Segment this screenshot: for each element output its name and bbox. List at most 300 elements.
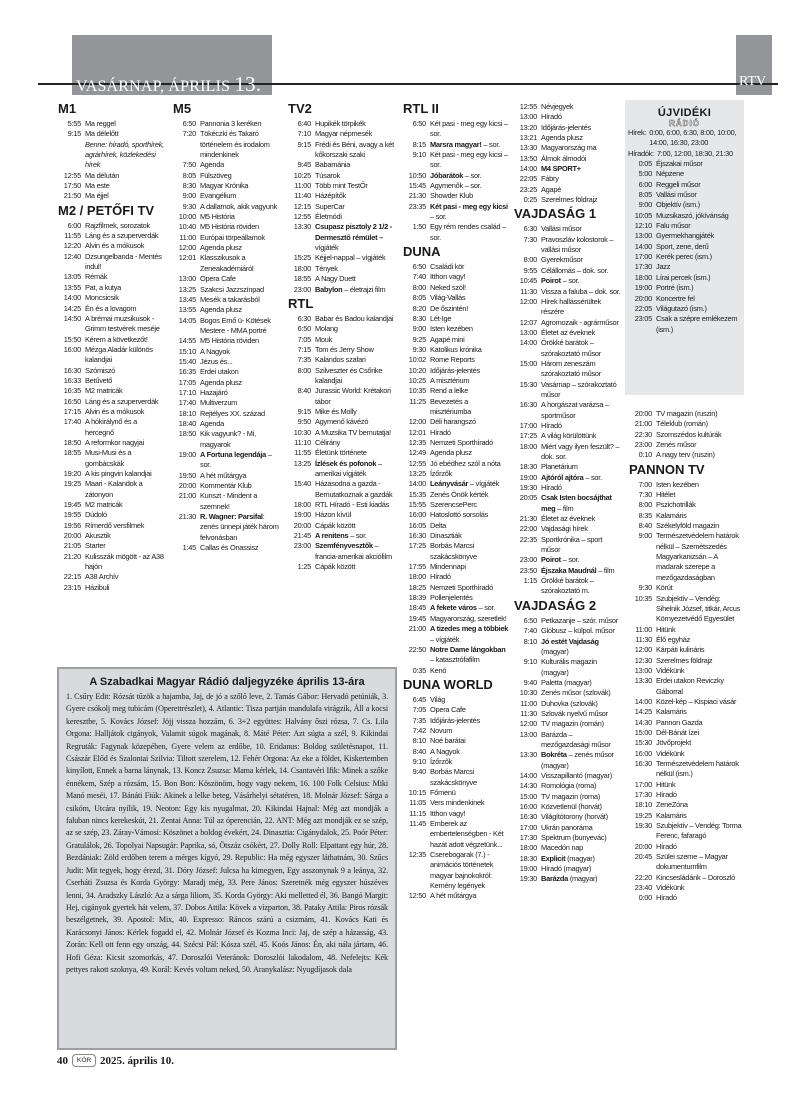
program-time: 15:40 — [293, 479, 311, 489]
program-name: Gyerekműsor — [541, 255, 583, 265]
program-time: 12:00 — [634, 645, 652, 655]
program-name: Házasodna a gazda - Bemutatkoznak a gazdák — [315, 479, 393, 499]
program-time: 10:35 — [408, 386, 426, 396]
program-name: Agenda plusz — [200, 243, 242, 253]
program-name: Híradó — [430, 427, 451, 437]
channel-list-m2 — [57, 221, 167, 593]
program-item — [172, 222, 284, 232]
program-title — [85, 479, 167, 500]
program-item — [402, 140, 510, 150]
program-time: 13:25 — [408, 469, 426, 478]
program-name: Babar és Badou kalandjai — [315, 313, 394, 323]
program-name: Én és a lovagom — [85, 303, 137, 313]
program-name: Notre Dame lángokban — [430, 644, 506, 654]
program-title — [315, 386, 399, 407]
program-time: 14:05 — [178, 315, 196, 325]
program-item — [402, 150, 510, 171]
program-name: Pszichotrillák — [656, 500, 696, 510]
program-name: Itthon vagy! — [430, 272, 466, 282]
program-time: 5:55 — [67, 119, 81, 128]
program-time: 23:00 — [519, 555, 537, 565]
program-name: Kalandos szafari — [315, 355, 366, 365]
program-time: 17:25 — [519, 431, 537, 441]
program-name: Borbás Marcsi szakácskönyve — [430, 767, 477, 787]
program-name: M4 SPORT+ — [541, 164, 581, 174]
program-name: Agymenő kávézó — [315, 417, 369, 427]
program-name: Pannon Gazda — [656, 717, 703, 727]
program-time: 8:40 — [412, 746, 426, 756]
program-item — [628, 231, 741, 241]
program-item — [628, 200, 741, 210]
program-item — [287, 253, 399, 263]
radio-song-list-text: 1. Csűry Edit: Rózsát tűzök a hajamba, Jaj, de jó a szőlő leve, 2. Tamás Gábor: Hervadó petúniák, 3. Gyere csókolj meg tubicám (Operettrészlet), 4. Atlantic: Tisza partján mandulafa virágzik, Áll a kocsi keresztbe, 5. Kovács József: Jöjj vissza hozzám, 6. 3+2 együttes: Halvány őszi rózsa, 7. Cs. Lila Orgona: Halljátok cigányok, Valamit súgok magának, 8. Máté Péter: Azt súgta a szél, 9. Kikindai Regruták: Fagynak közepében, Gyere velem az erdőbe, 10. Eridanus: Boldog születésnapot, 11. Császár Előd és Szalontai Szilvia: Tiltott szerelem, 12. Fehér Orgona: Az eke a földet, Kiskertemben kinyílott, Ennek a barna lánynak, 13. Koncz Zsuzsa: Mama kérlek, 14. Csantavéri Ifik: Minek a szőke énnékem, Szép a rózsám, 15. Bon Bon: Köszönöm, hogy vagy nekem, 16. 100 Folk Celsius: Miki Manó meséi, 17. Bánáti Fiúk: Akinek a lelke beteg, Vásárhelyi sétatéren, 18. Molnár József: Sárga a csikóm, Utcára nyílik, 19. Neoton: Egy kis nyugalmat, 20. Kikindai Hajnal: Még azt mondják a faluban nincs kerekeskút, 21. Zentai Anna: Túl az óperencián, 22. ANT: Még azt mondják ez se szép, az se szép, 23. Záray-Vámosi: Köszönet a boldog évekért, 24. Dinasztia: Cigánydalok, 25. Poór Péter: Gratulálok, 26. Topolyai Napsugár: Paprika, só, Ötszáz csókért, 27. Dolly Roll: Elpattant egy húr, 28. Bezdániak: Zöld erdőben terem a mérges kígyó, 29. Republic: Ha még egyszer láthatnám, 30. Szűcs Judit: Mit tegyek, hogy érezd, 31. Dóry József: Julcsa ha kimegyen, Egy asszonynak 9 a leánya, 32. Cserháti Zsuzsa és Korda György: Maradj még, 33. Pere János: Szeretnék még egyszer húszéves lenni, 34. Aradszky László: Az a sárga liliom, 35. Korda György: Aki melletted él, 36. Bangó Margit: Hej, cigányok gyertek hát velem, 37. Dobos Attila: Kövek a vízparton, 38. Pataky Attila: Piros rózsák beszélgetnek, 39. Apostol: Mix, 40. Expresso: Ráncos szárú a csizmám, 41. Kovács Kati és Karácsonyi János: Kérlek fogadd el, 42. Molnár József és Kozma Inci: Jaj, de szép a házasság, 43. Zorán: Kell ott fenn egy ország, 44. Szécsi Pál: Kósza szél, 45. Koós János: Én, aki nála jártam, 46. Hofi Géza: Kicsit szomorkás, 47. Doroszlói Veteránok: Doroszlói lakodalom, 48. Nefelejts: Kék pettyes rakott szoknya, 49. Korál: Kevés voltam neked, 50. Aranykalász: Nyugdíjasok dala — [66, 692, 388, 974]
program-name: Ízőrzők — [430, 469, 453, 478]
program-item — [402, 479, 510, 489]
program-title — [430, 448, 510, 458]
program-title — [85, 304, 167, 314]
program-title — [315, 541, 399, 562]
program-title — [85, 119, 167, 129]
program-title — [200, 160, 284, 170]
program-title — [200, 429, 284, 450]
program-item — [287, 541, 399, 562]
program-item — [513, 771, 621, 781]
program-item — [287, 171, 399, 181]
program-title — [541, 276, 621, 286]
program-title — [541, 421, 621, 431]
program-time: 22:00 — [519, 524, 537, 534]
program-name: Kincsesládánk – Doroszló — [656, 872, 736, 882]
program-title — [430, 562, 510, 572]
program-name: Kéjjel-nappal – vígjáték — [315, 253, 386, 263]
program-name: Rome Reports — [430, 355, 475, 365]
program-time: 22:50 — [408, 644, 426, 654]
program-item — [172, 378, 284, 388]
program-name: Ukrán panoráma — [541, 822, 593, 832]
program-name: Gyermekhangjáték — [656, 231, 715, 241]
program-title — [656, 262, 741, 272]
program-title — [541, 750, 621, 771]
program-item — [172, 491, 284, 512]
program-item — [402, 583, 510, 593]
program-item — [402, 293, 510, 303]
program-name: Szülei szerne – Magyar dokumentumfilm — [656, 852, 728, 872]
program-name: ZeneZóna — [656, 800, 688, 810]
program-name: Magyarország, szeretlek! — [430, 613, 507, 623]
program-time: 12:30 — [634, 655, 652, 665]
program-item — [287, 521, 399, 531]
program-time: 14:00 — [634, 696, 652, 706]
program-title — [541, 287, 621, 297]
program-title — [315, 324, 399, 334]
program-title — [200, 388, 284, 398]
program-title — [430, 469, 510, 479]
program-time: 16:00 — [519, 802, 537, 811]
program-time: 14:00 — [63, 293, 81, 303]
program-suffix: – sor. — [430, 212, 447, 222]
program-name: R. Wagner: Parsifal — [200, 512, 263, 522]
program-item — [172, 212, 284, 222]
program-title — [541, 473, 621, 483]
program-name: Szerelmes földrajz — [656, 655, 713, 665]
program-item — [172, 305, 284, 315]
program-item — [402, 726, 510, 736]
program-item — [628, 842, 743, 852]
program-time: 6:45 — [412, 694, 426, 704]
program-item — [628, 521, 743, 531]
program-name: Nemzeti Sporthíradó — [430, 437, 494, 447]
program-title — [541, 576, 621, 597]
program-time: 7:30 — [638, 490, 652, 500]
program-time: 6:50 — [523, 615, 537, 625]
program-item — [513, 626, 621, 636]
program-name: Portré (ism.) — [656, 283, 694, 293]
program-time: 23:35 — [408, 201, 426, 211]
program-item — [628, 283, 741, 293]
program-name: Ízőrzők — [430, 756, 453, 766]
program-name: Magyar Krónika — [200, 181, 249, 191]
channel-list-m4 — [513, 102, 621, 205]
program-item — [287, 562, 399, 572]
program-title — [656, 273, 741, 283]
program-time: 21:20 — [63, 551, 81, 561]
program-title — [315, 459, 399, 480]
program-name: Névjegyek — [541, 102, 574, 111]
program-suffix: – film — [596, 565, 615, 575]
program-name: Isten kezében — [656, 479, 699, 489]
program-time: 9:10 — [412, 150, 426, 160]
program-time: 19:25 — [63, 479, 81, 489]
program-item — [402, 562, 510, 572]
program-item — [402, 191, 510, 201]
page-title-daynum: 13. — [234, 72, 262, 96]
program-name: Agymenők – sor. — [430, 181, 482, 191]
program-title — [656, 749, 743, 759]
program-time: 18:25 — [408, 582, 426, 592]
program-item — [172, 191, 284, 201]
program-name: Babylon — [315, 284, 343, 294]
program-title — [656, 718, 743, 728]
program-item — [628, 790, 743, 800]
program-title — [541, 359, 621, 380]
program-name: Kalamáris — [656, 510, 687, 520]
program-item — [402, 645, 510, 666]
program-item — [513, 421, 621, 431]
program-time: 13:21 — [519, 133, 537, 143]
program-time: 15:55 — [408, 500, 426, 510]
program-title — [656, 314, 741, 335]
program-item — [57, 448, 167, 469]
program-title — [430, 335, 510, 345]
channel-list-duna — [402, 262, 510, 676]
program-name: Barázda — [541, 874, 569, 884]
program-item — [57, 191, 167, 201]
program-item — [57, 221, 167, 231]
program-title — [541, 431, 621, 441]
program-name: Jó ebédhez szól a nóta — [430, 458, 501, 468]
program-item — [513, 864, 621, 874]
program-title — [315, 264, 399, 274]
program-title — [315, 438, 399, 448]
program-title — [200, 347, 284, 357]
program-time: 6:50 — [412, 119, 426, 128]
program-title — [85, 231, 167, 241]
program-item — [628, 409, 743, 419]
program-title — [315, 521, 399, 531]
program-name: Természetvédelem határok nélkül – Szemétszedés Magyarkanizsán – A madarak szerepe a mezőgazdaságban — [656, 531, 739, 582]
program-title — [315, 160, 399, 170]
program-name: A reformkor nagyjai — [85, 437, 144, 447]
program-time: 13:30 — [519, 143, 537, 153]
program-time: 15:30 — [519, 379, 537, 389]
program-time: 10:25 — [408, 375, 426, 385]
program-title — [656, 811, 743, 821]
program-title — [200, 419, 284, 429]
program-item — [513, 637, 621, 658]
program-time: 9:40 — [412, 767, 426, 777]
program-title — [430, 593, 510, 603]
program-item — [57, 231, 167, 241]
program-title — [656, 480, 743, 490]
program-time: 9:00 — [638, 200, 652, 210]
program-title — [315, 531, 399, 541]
program-time: 8:00 — [523, 255, 537, 265]
program-item — [402, 603, 510, 613]
program-time: 8:00 — [638, 500, 652, 510]
program-name: Szomszédos kultúrák — [656, 429, 722, 439]
program-time: 8:40 — [638, 521, 652, 531]
program-item — [287, 222, 399, 253]
program-name: Frédi és Béni, avagy a két kőkorszaki szaki — [315, 139, 394, 160]
program-name: Jóbarátok — [430, 170, 464, 180]
program-name: Explicit — [541, 853, 566, 863]
program-time: 19:50 — [178, 470, 196, 480]
program-name: Kenó — [430, 665, 447, 675]
program-name: Időjárás-jelentés — [430, 365, 480, 375]
program-name: Hitünk — [656, 779, 676, 789]
program-time: 19:00 — [178, 450, 196, 459]
program-name: Híradó — [656, 790, 677, 800]
program-title — [430, 202, 510, 223]
program-item — [287, 428, 399, 438]
program-title — [200, 357, 284, 367]
program-title — [430, 397, 510, 418]
program-title — [541, 730, 621, 751]
program-title — [656, 656, 743, 666]
program-title — [85, 583, 167, 593]
program-title — [85, 129, 167, 139]
program-name: Híradó (magyar) — [541, 864, 592, 874]
program-item — [402, 355, 510, 365]
program-name: Jó estét Vajdaság — [541, 636, 599, 646]
program-item — [513, 235, 621, 256]
program-name: Paletta (magyar) — [541, 677, 592, 687]
program-name: Szubjektív – Vendég: Torma Ferenc, fafaragó — [656, 821, 742, 841]
program-time: 8:40 — [297, 386, 311, 396]
program-item — [402, 695, 510, 705]
program-item — [402, 788, 510, 798]
program-time: 23:15 — [63, 582, 81, 592]
program-time: 23:25 — [519, 184, 537, 194]
radio-hirado-times: Híradók: 7:00, 12:00, 18:30, 21:30 — [628, 148, 733, 158]
program-item — [628, 583, 743, 593]
program-time: 23:50 — [519, 565, 537, 575]
channel-list-m5 — [172, 119, 284, 553]
program-time: 11:30 — [635, 634, 652, 644]
program-title — [541, 514, 621, 524]
program-name: Szilveszter és Csőrike kalandjai — [315, 365, 383, 385]
program-name: Mesék a takarásból — [200, 294, 260, 304]
program-item — [402, 798, 510, 808]
program-item — [628, 759, 743, 780]
program-item — [402, 386, 510, 396]
program-item — [57, 407, 167, 417]
program-item — [287, 438, 399, 448]
channel-list-m1 — [57, 119, 167, 202]
program-title — [315, 222, 399, 253]
program-name: Macedón nap — [541, 843, 584, 853]
program-title — [430, 572, 510, 582]
program-title — [656, 221, 741, 231]
program-item — [513, 493, 621, 514]
program-item — [513, 719, 621, 729]
program-name: Szómiszó — [85, 365, 116, 375]
program-title — [656, 521, 743, 531]
program-item — [628, 273, 741, 283]
program-item — [402, 345, 510, 355]
program-name: Muzsikaszó, jókívánság — [656, 210, 729, 220]
program-item — [57, 119, 167, 129]
program-name: Több mint TestŐr — [315, 181, 368, 191]
program-item — [57, 314, 167, 335]
program-time: 16:50 — [63, 396, 81, 406]
program-time: 16:30 — [63, 365, 81, 375]
program-title — [430, 614, 510, 624]
program-time: 17:30 — [634, 790, 652, 800]
program-title — [315, 314, 399, 324]
program-time: 15:35 — [408, 489, 426, 499]
program-item — [628, 800, 743, 810]
program-time: 20:00 — [63, 531, 81, 541]
program-item — [513, 112, 621, 122]
program-title — [656, 511, 743, 521]
program-name: Bevezetés a misztériumba — [430, 396, 471, 416]
program-item — [287, 510, 399, 520]
program-time: 8:35 — [638, 510, 652, 520]
program-item — [628, 252, 741, 262]
program-item — [513, 266, 621, 276]
program-suffix: – katasztrófafilm — [430, 655, 480, 665]
program-item — [402, 541, 510, 562]
program-item — [172, 367, 284, 377]
program-title — [85, 500, 167, 510]
program-suffix: (magyar) — [565, 853, 595, 863]
program-item — [287, 324, 399, 334]
program-item — [402, 314, 510, 324]
program-time: 13:05 — [63, 272, 81, 282]
program-name: A hét műtárgya — [430, 891, 477, 901]
program-name: Glóbusz – külpol. műsor — [541, 626, 615, 636]
program-time: 11:45 — [409, 819, 426, 828]
program-name: Dzsungelbanda - Mentés indul! — [85, 251, 162, 272]
program-item — [402, 283, 510, 293]
program-item — [513, 781, 621, 791]
program-title — [200, 233, 284, 243]
program-title — [200, 398, 284, 408]
program-title — [656, 583, 743, 593]
program-item — [287, 479, 399, 500]
program-item — [172, 202, 284, 212]
program-item — [402, 716, 510, 726]
program-time: 22:15 — [63, 572, 81, 582]
program-item — [57, 345, 167, 366]
program-title — [656, 821, 743, 842]
column-2 — [172, 100, 284, 553]
program-item — [287, 264, 399, 274]
program-time: 18:30 — [519, 462, 537, 472]
program-name: Csak a szépre emlékezem (ism.) — [656, 314, 738, 334]
program-item — [513, 535, 621, 556]
program-time: 17:40 — [63, 417, 81, 427]
program-time: 20:45 — [634, 852, 652, 862]
program-time: 14:00 — [408, 479, 426, 489]
program-name: Hatoslottó sorsolás — [430, 510, 489, 520]
program-time: 18:00 — [634, 272, 652, 282]
program-name: Agenda plusz — [200, 305, 242, 315]
program-title — [315, 345, 399, 355]
program-name: Szemfényvesztők — [315, 541, 373, 551]
program-time: 18:45 — [408, 603, 426, 613]
program-name: Tökéczki és Takaró történelem és irodalom mindenkinek — [200, 129, 270, 160]
program-time: 6:30 — [297, 313, 311, 323]
program-title — [200, 295, 284, 305]
program-item — [513, 792, 621, 802]
program-title — [315, 274, 399, 284]
program-item — [628, 645, 743, 655]
program-time: 19:45 — [63, 500, 81, 510]
program-time: 22:05 — [519, 174, 537, 184]
program-item — [57, 552, 167, 573]
program-name: Természetvédelem határok nélkül (ism.) — [656, 759, 739, 779]
program-item — [172, 243, 284, 253]
program-time: 0:10 — [638, 450, 652, 460]
program-item — [513, 576, 621, 597]
program-name: Musi-Musi és a gombácskák — [85, 448, 132, 468]
program-name: Kik vagyunk? - Mi, magyarok — [200, 429, 256, 449]
program-title — [541, 709, 621, 719]
program-title — [656, 645, 743, 655]
program-title — [430, 809, 510, 819]
program-time: 13:00 — [634, 231, 652, 241]
channel-list-vajdasag1 — [513, 224, 621, 596]
program-name: Időjárás-jelentés — [541, 122, 591, 132]
program-item — [287, 355, 399, 365]
program-item — [172, 543, 284, 553]
channel-list-rtl2 — [402, 119, 510, 243]
program-name: Molang — [315, 324, 338, 334]
program-title — [85, 181, 167, 191]
program-item — [287, 160, 399, 170]
program-time: 17:00 — [634, 779, 652, 789]
program-time: 7:42 — [412, 725, 426, 735]
program-title — [541, 266, 621, 276]
program-time: 22:35 — [519, 534, 537, 544]
program-item — [513, 154, 621, 164]
program-time: 10:30 — [293, 427, 311, 437]
program-title — [656, 252, 741, 262]
channel-header-duna: DUNA — [402, 244, 510, 260]
program-title — [315, 479, 399, 500]
